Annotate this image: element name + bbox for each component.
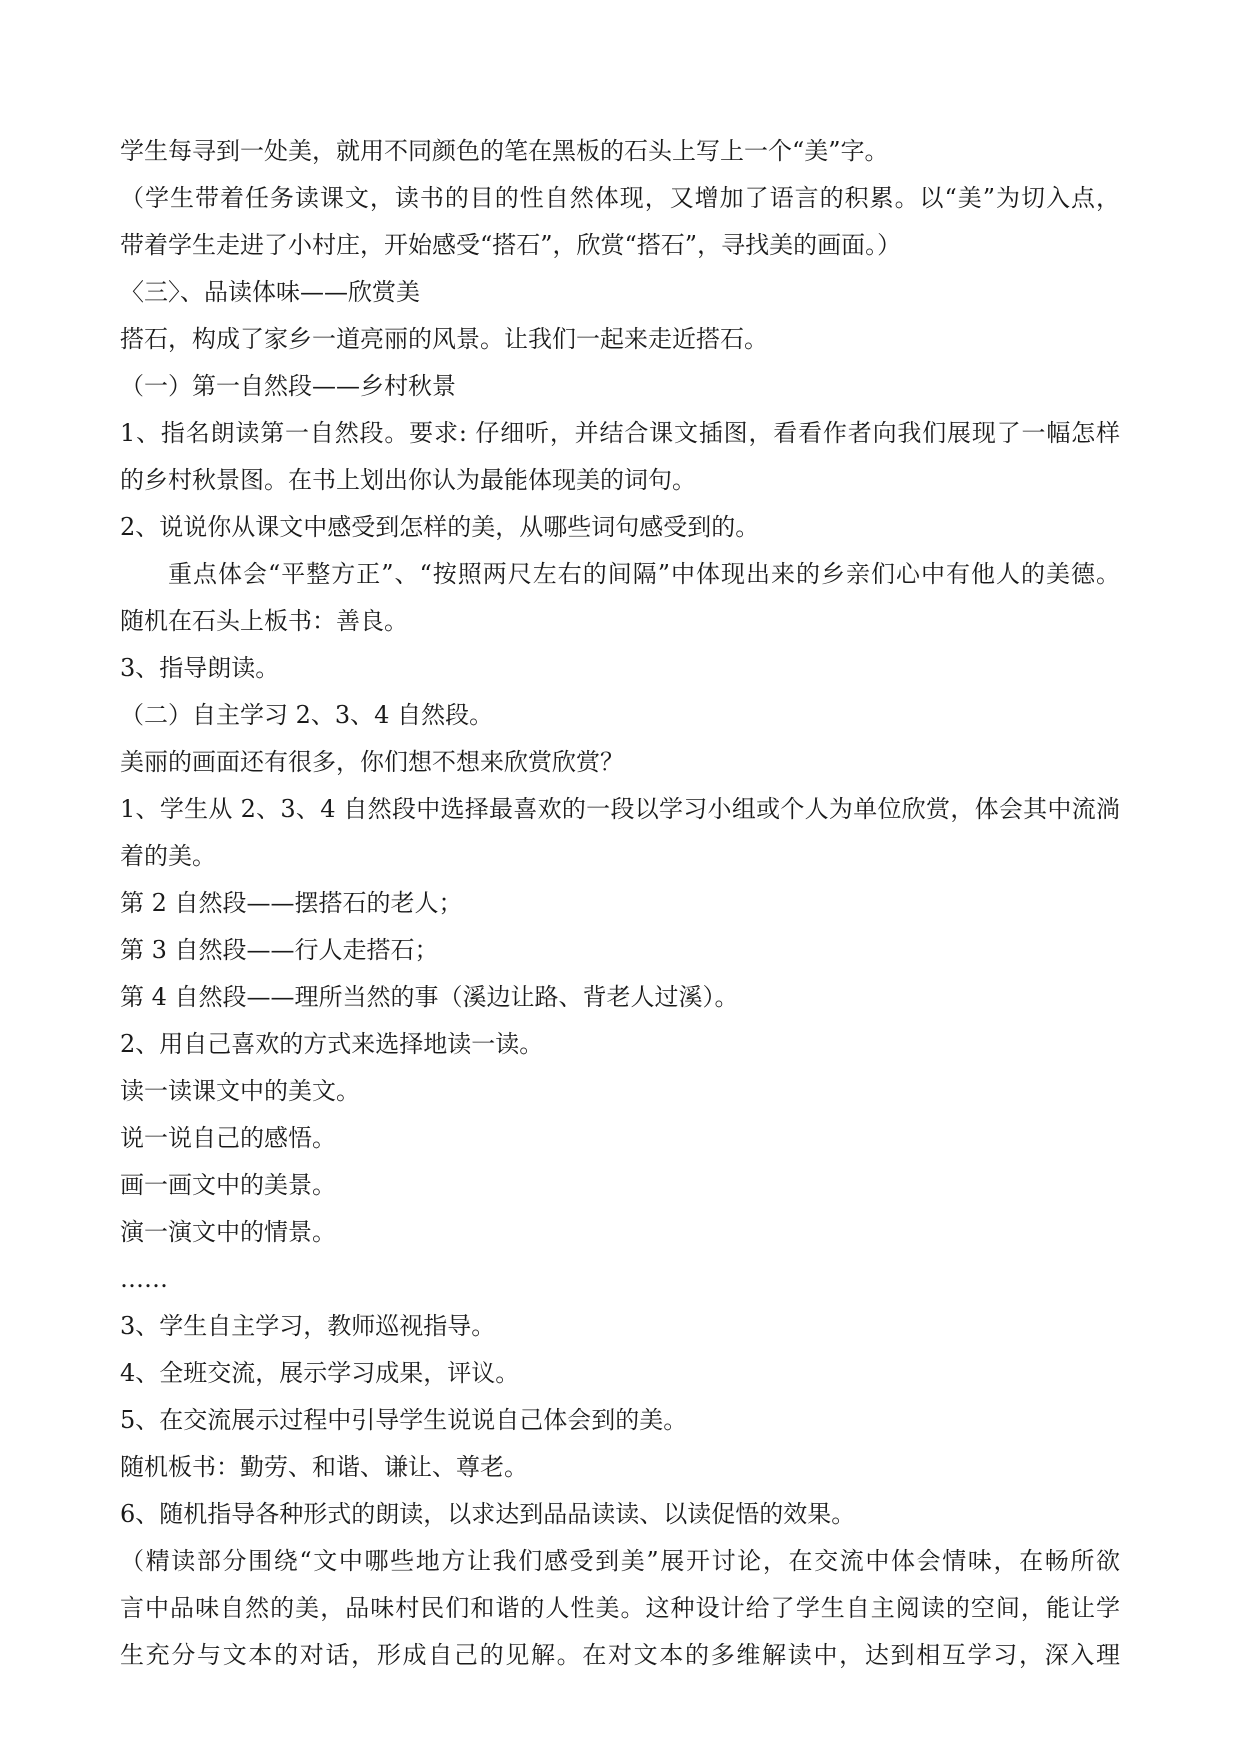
text-line: 1、学生从 2、3、4 自然段中选择最喜欢的一段以学习小组或个人为单位欣赏，体会其中流淌: [120, 795, 1120, 823]
text-line: （学生带着任务读课文，读书的目的性自然体现，又增加了语言的积累。以“美”为切入点，: [120, 184, 1120, 212]
text-line: 言中品味自然的美，品味村民们和谐的人性美。这种设计给了学生自主阅读的空间，能让学: [120, 1594, 1120, 1622]
text-line: 随机板书：勤劳、和谐、谦让、尊老。: [120, 1453, 528, 1481]
text-line: 读一读课文中的美文。: [120, 1077, 360, 1105]
text-line: 带着学生走进了小村庄，开始感受“搭石”，欣赏“搭石”，寻找美的画面。）: [120, 231, 902, 259]
text-line: 重点体会“平整方正”、“按照两尺左右的间隔”中体现出来的乡亲们心中有他人的美德。: [168, 560, 1120, 588]
text-line: 学生每寻到一处美，就用不同颜色的笔在黑板的石头上写上一个“美”字。: [120, 137, 889, 165]
subsection-heading: （一）第一自然段——乡村秋景: [120, 372, 456, 400]
text-line: 2、用自己喜欢的方式来选择地读一读。: [120, 1030, 544, 1058]
section-heading: 〈三〉、品读体味——欣赏美: [120, 278, 420, 306]
text-line: 着的美。: [120, 842, 216, 870]
ellipsis: ……: [120, 1265, 168, 1293]
text-line: 第 3 自然段——行人走搭石；: [120, 936, 439, 964]
text-line: 演一演文中的情景。: [120, 1218, 336, 1246]
document-body: [120, 128, 1120, 1679]
text-line: 2、说说你从课文中感受到怎样的美，从哪些词句感受到的。: [120, 513, 760, 541]
text-line: 6、随机指导各种形式的朗读，以求达到品品读读、以读促悟的效果。: [120, 1500, 856, 1528]
text-line: 1、指名朗读第一自然段。要求: 仔细听，并结合课文插图，看看作者向我们展现了一幅怎样: [120, 419, 1120, 447]
text-line: 画一画文中的美景。: [120, 1171, 336, 1199]
subsection-heading: （二）自主学习 2、3、4 自然段。: [120, 701, 494, 729]
text-line: 搭石，构成了家乡一道亮丽的风景。让我们一起来走近搭石。: [120, 325, 768, 353]
text-line: （精读部分围绕“文中哪些地方让我们感受到美”展开讨论，在交流中体会情味，在畅所欲: [120, 1547, 1120, 1575]
text-line: 生充分与文本的对话，形成自己的见解。在对文本的多维解读中，达到相互学习，深入理: [120, 1641, 1120, 1669]
text-line: 美丽的画面还有很多，你们想不想来欣赏欣赏？: [120, 748, 624, 776]
text-line: 的乡村秋景图。在书上划出你认为最能体现美的词句。: [120, 466, 696, 494]
text-line: 第 2 自然段——摆搭石的老人；: [120, 889, 463, 917]
text-line: 随机在石头上板书：善良。: [120, 607, 408, 635]
text-line: 说一说自己的感悟。: [120, 1124, 336, 1152]
text-line: 第 4 自然段——理所当然的事（溪边让路、背老人过溪）。: [120, 983, 739, 1011]
text-line: 4、全班交流，展示学习成果，评议。: [120, 1359, 520, 1387]
text-line: 3、指导朗读。: [120, 654, 280, 682]
text-line: 5、在交流展示过程中引导学生说说自己体会到的美。: [120, 1406, 688, 1434]
text-line: 3、学生自主学习，教师巡视指导。: [120, 1312, 496, 1340]
